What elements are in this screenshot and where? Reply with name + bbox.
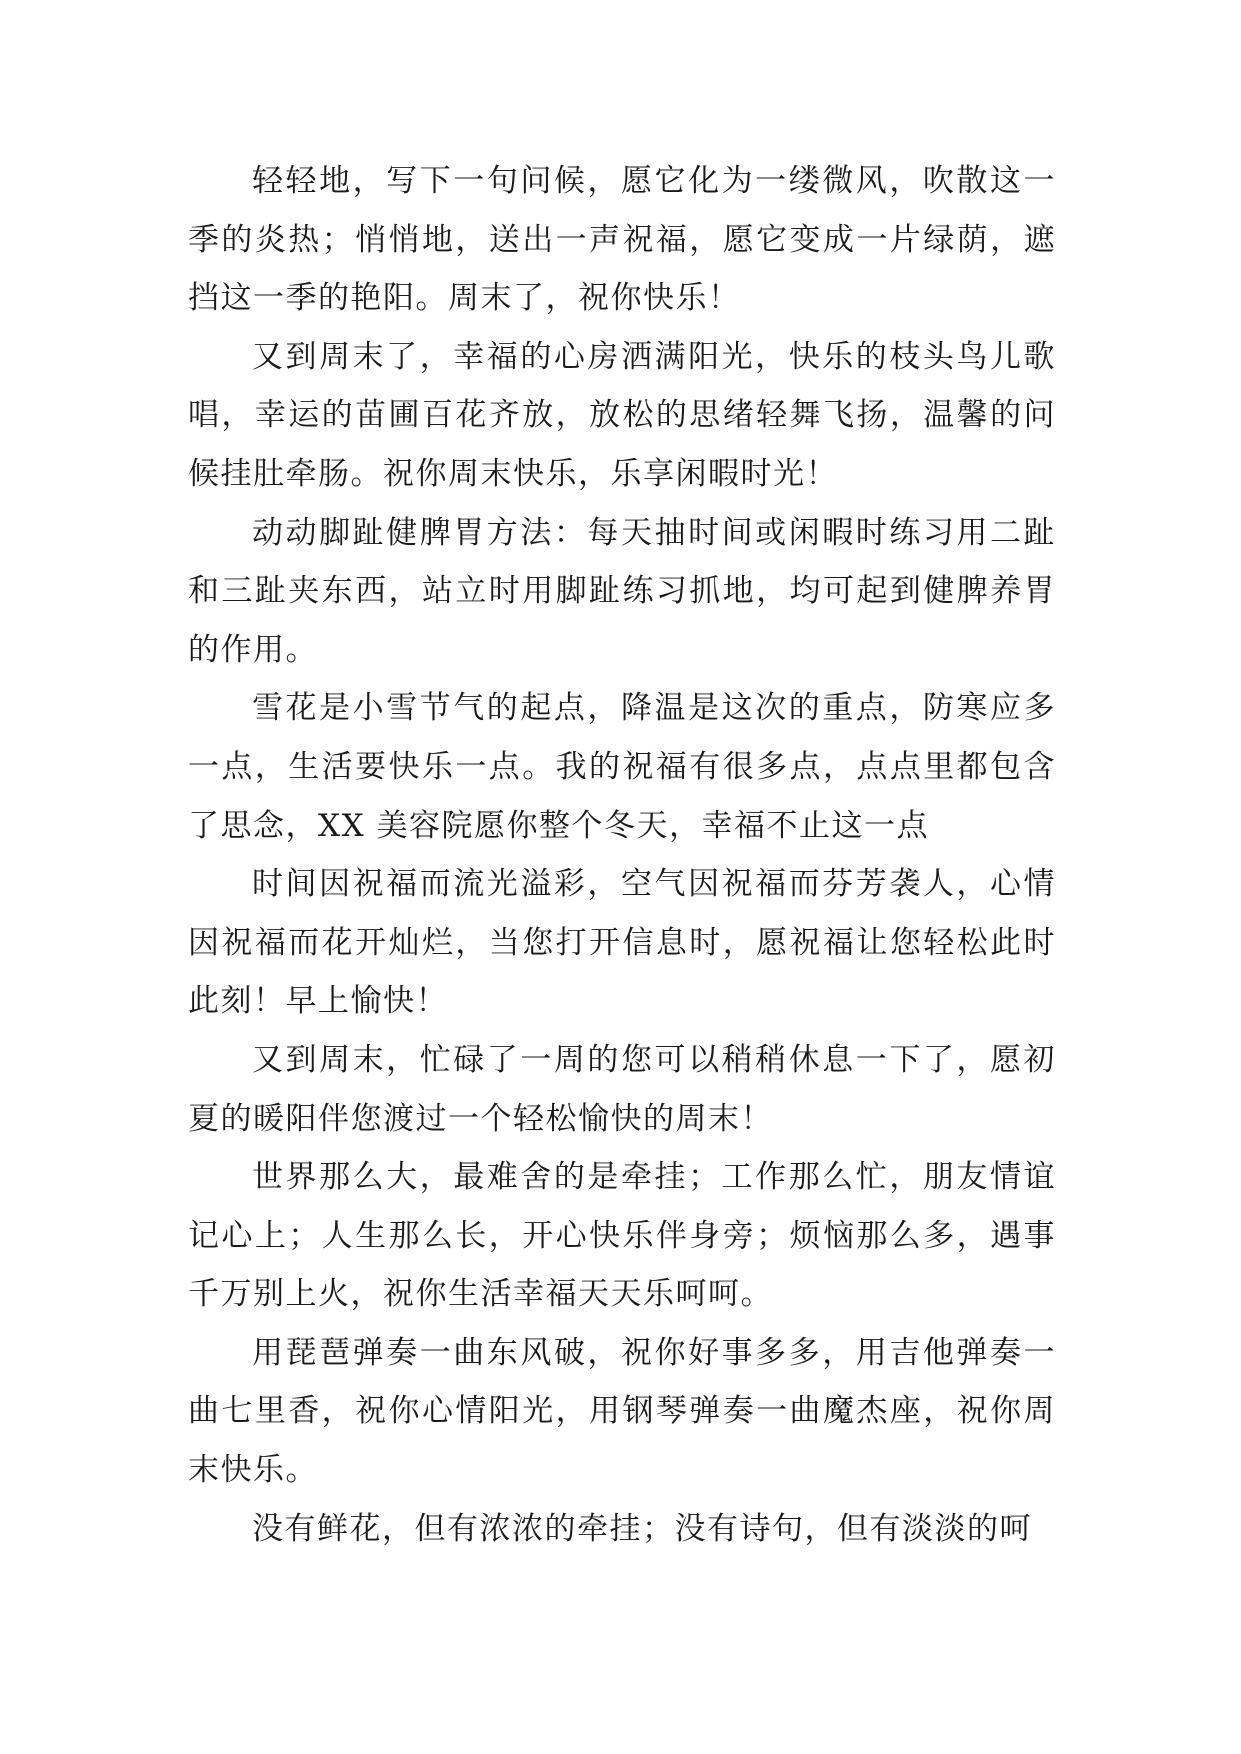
paragraph-9: 没有鲜花，但有浓浓的牵挂；没有诗句，但有淡淡的呵 <box>252 1510 1032 1547</box>
paragraph-4: 雪花是小雪节气的起点，降温是这次的重点，防寒应多一点，生活要快乐一点。我的祝福有很多点，点点里都包含了思念，XX 美容院愿你整个冬天，幸福不止这一点 <box>188 690 1056 844</box>
document-body <box>188 152 1056 1558</box>
paragraph-5: 时间因祝福而流光溢彩，空气因祝福而芬芳袭人，心情因祝福而花开灿烂，当您打开信息时，愿祝福让您轻松此时此刻！早上愉快！ <box>188 866 1056 1020</box>
paragraph-8: 用琵琶弹奏一曲东风破，祝你好事多多，用吉他弹奏一曲七里香，祝你心情阳光，用钢琴弹奏一曲魔杰座，祝你周末快乐。 <box>188 1334 1056 1489</box>
paragraph-2: 又到周末了，幸福的心房洒满阳光，快乐的枝头鸟儿歌唱，幸运的苗圃百花齐放，放松的思绪轻舞飞扬，温馨的问候挂肚牵肠。祝你周末快乐，乐享闲暇时光！ <box>188 338 1056 492</box>
paragraph-6: 又到周末，忙碌了一周的您可以稍稍休息一下了，愿初夏的暖阳伴您渡过一个轻松愉快的周末！ <box>188 1041 1056 1137</box>
paragraph-1: 轻轻地，写下一句问候，愿它化为一缕微风，吹散这一季的炎热；悄悄地，送出一声祝福，愿它变成一片绿荫，遮挡这一季的艳阳。周末了，祝你快乐！ <box>188 163 1056 317</box>
paragraph-7: 世界那么大，最难舍的是牵挂；工作那么忙，朋友情谊记心上；人生那么长，开心快乐伴身旁；烦恼那么多，遇事千万别上火，祝你生活幸福天天乐呵呵。 <box>188 1159 1056 1313</box>
paragraph-3: 动动脚趾健脾胃方法：每天抽时间或闲暇时练习用二趾和三趾夹东西，站立时用脚趾练习抓地，均可起到健脾养胃的作用。 <box>188 514 1056 668</box>
